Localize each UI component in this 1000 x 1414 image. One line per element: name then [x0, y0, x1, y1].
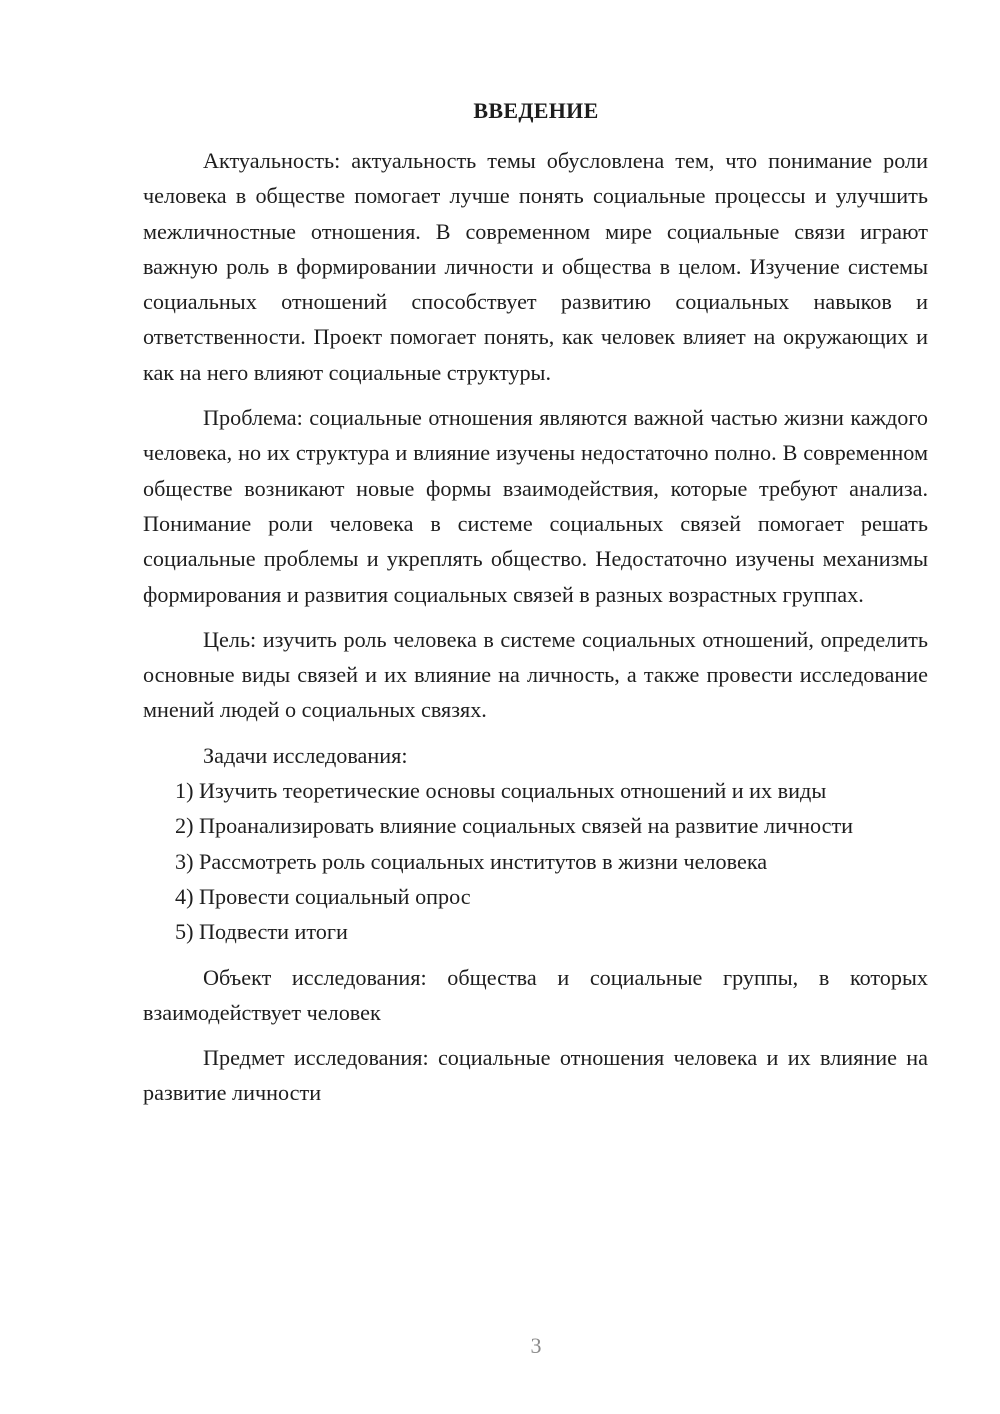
page-number: 3 — [530, 1333, 542, 1358]
problem-paragraph: Проблема: социальные отношения являются важной частью жизни каждого человека, но их структура и влияние изучены недостаточно полно. В современном обществе возникают новые формы взаимодействия, которые требуют анализа. Понимание роли человека в системе социальных связей помогает решать социальные проблемы и укреплять общество. Недостаточно изучены механизмы формирования и развития социальных связей в разных возрастных группах. — [143, 405, 928, 607]
task-item: 5) Подвести итоги — [175, 919, 348, 945]
tasks-title: Задачи исследования: — [203, 742, 408, 768]
document-body — [143, 143, 928, 1111]
object-paragraph: Объект исследования: общества и социальные группы, в которых взаимодействует человек — [143, 964, 928, 1025]
relevance-paragraph: Актуальность: актуальность темы обусловлена тем, что понимание роли человека в обществе помогает лучше понять социальные процессы и улучшить межличностные отношения. В современном мире социальные связи играют важную роль в формировании личности и общества в целом. Изучение системы социальных отношений способствует развитию социальных навыков и ответственности. Проект помогает понять, как человек влияет на окружающих и как на него влияют социальные структуры. — [143, 148, 928, 385]
task-item: 3) Рассмотреть роль социальных институтов в жизни человека — [175, 848, 768, 874]
task-item: 4) Провести социальный опрос — [175, 883, 471, 909]
task-item: 2) Проанализировать влияние социальных связей на развитие личности — [175, 813, 854, 839]
subject-paragraph: Предмет исследования: социальные отношения человека и их влияние на развитие личности — [143, 1045, 928, 1106]
section-heading: ВВЕДЕНИЕ — [473, 98, 599, 123]
task-item: 1) Изучить теоретические основы социальных отношений и их виды — [175, 778, 827, 804]
goal-paragraph: Цель: изучить роль человека в системе социальных отношений, определить основные виды связей и их влияние на личность, а также провести исследование мнений людей о социальных связях. — [143, 626, 928, 723]
